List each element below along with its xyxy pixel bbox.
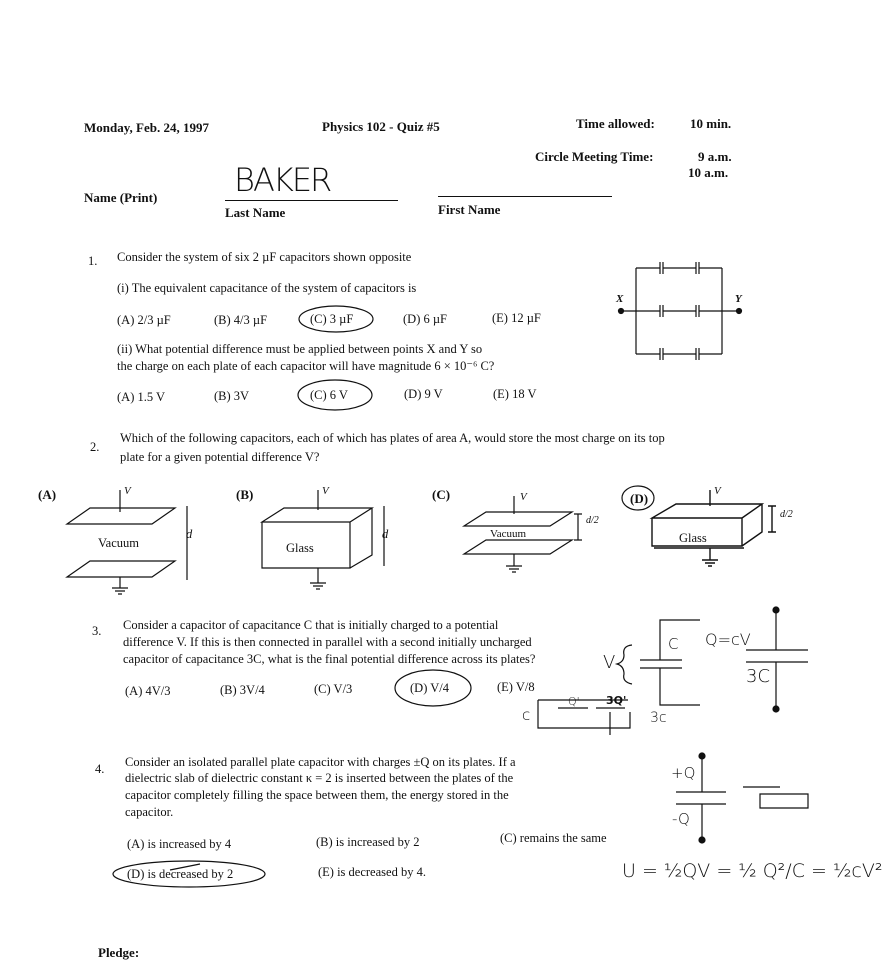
note-plus-q: +Q <box>671 764 696 782</box>
meeting-10am: 10 a.m. <box>688 165 729 180</box>
q2-b-medium: Glass <box>286 541 314 555</box>
q1-part1: (i) The equivalent capacitance of the system of capacitors is <box>117 281 417 295</box>
q2-label-d: (D) <box>630 491 649 506</box>
note-energy-formula: U = ½QV = ½ Q²/C = ½cV² <box>622 860 882 882</box>
q2-c-gap: d/2 <box>586 515 599 526</box>
q2-a-gap: d <box>186 527 193 541</box>
answer-circle-q2 <box>622 486 654 510</box>
time-label: Time allowed: <box>576 116 655 131</box>
q4-opt-e: (E) is decreased by 4. <box>318 865 426 879</box>
q3-number: 3. <box>92 624 102 638</box>
pledge-label: Pledge: <box>98 945 140 960</box>
q2-b-gap: d <box>382 527 389 541</box>
q4-opt-a: (A) is increased by 4 <box>127 837 232 851</box>
q2-line1: Which of the following capacitors, each of which has plates of area A, would store the most charge on its top <box>120 431 665 445</box>
point-y-label: Y <box>735 293 742 305</box>
q4-opt-c: (C) remains the same <box>500 831 607 845</box>
q4-sketch-capacitor <box>676 753 808 843</box>
q1-number: 1. <box>88 254 98 268</box>
q2-label-b: (B) <box>236 487 254 502</box>
last-name-handwritten: BAKER <box>234 161 331 199</box>
answer-circle-q3 <box>395 670 471 706</box>
q3-line3: capacitor of capacitance 3C, what is the final potential difference across its plates? <box>123 652 536 666</box>
capacitor-a-diagram <box>67 490 187 594</box>
q3-opt-b: (B) 3V/4 <box>220 683 265 697</box>
note-small-3q: 3Q' <box>606 694 627 707</box>
q1b-opt-e: (E) 18 V <box>493 387 537 401</box>
q4-line1: Consider an isolated parallel plate capacitor with charges ±Q on its plates. If a <box>125 755 516 769</box>
note-q-cv: Q=cV <box>705 630 751 649</box>
answer-circle-q4 <box>113 861 265 887</box>
note-3c: 3C <box>746 666 771 687</box>
note-minus-q: -Q <box>672 810 690 828</box>
q1-opt-c: (C) 3 µF <box>310 312 354 326</box>
q1b-opt-a: (A) 1.5 V <box>117 390 166 404</box>
q2-line2: plate for a given potential difference V? <box>120 450 320 464</box>
meeting-9am: 9 a.m. <box>698 149 732 164</box>
q1-opt-d: (D) 6 µF <box>403 312 448 326</box>
q3-opt-e: (E) V/8 <box>497 680 535 694</box>
time-value: 10 min. <box>690 116 732 131</box>
capacitor-d-diagram <box>652 490 776 566</box>
q2-d-medium: Glass <box>679 531 707 545</box>
q2-d-v: V <box>714 485 721 497</box>
q1-part2-line2: the charge on each plate of each capacitor will have magnitude 6 × 10⁻⁶ C? <box>117 359 495 373</box>
meeting-label: Circle Meeting Time: <box>535 149 654 164</box>
q2-a-v: V <box>124 485 131 497</box>
q3-opt-d: (D) V/4 <box>410 681 450 695</box>
q2-label-c: (C) <box>432 487 451 502</box>
name-label: Name (Print) <box>84 190 158 205</box>
q2-c-medium: Vacuum <box>490 528 527 540</box>
q1-opt-b: (B) 4/3 µF <box>214 313 268 327</box>
note-small-3c: 3c <box>650 710 667 726</box>
point-x-label: X <box>616 293 624 305</box>
q3-sketch-parallel <box>538 700 630 735</box>
q4-opt-d: (D) is decreased by 2 <box>127 867 234 881</box>
answer-circle-q1i <box>299 306 373 332</box>
q3-opt-c: (C) V/3 <box>314 682 353 696</box>
q3-opt-a: (A) 4V/3 <box>125 684 171 698</box>
q1-part2-line1: (ii) What potential difference must be applied between points X and Y so <box>117 342 483 356</box>
q4-opt-b: (B) is increased by 2 <box>316 835 420 849</box>
note-c: C <box>668 635 679 653</box>
q2-c-v: V <box>520 491 527 503</box>
q1b-opt-c: (C) 6 V <box>310 388 348 402</box>
capacitor-network-diagram <box>619 262 742 360</box>
q1-text: Consider the system of six 2 µF capacitors shown opposite <box>117 250 412 264</box>
q3-line2: difference V. If this is then connected in parallel with a second initially uncharged <box>123 635 532 649</box>
q4-number: 4. <box>95 762 105 776</box>
q1-opt-a: (A) 2/3 µF <box>117 313 171 327</box>
q3-sketch-capacitor-c <box>617 620 700 705</box>
q2-number: 2. <box>90 440 100 454</box>
q2-b-v: V <box>322 485 329 497</box>
q1-opt-e: (E) 12 µF <box>492 311 541 325</box>
q4-line2: dielectric slab of dielectric constant κ = 2 is inserted between the plates of the <box>125 771 514 785</box>
note-v: V <box>603 652 616 673</box>
q2-a-medium: Vacuum <box>98 536 139 550</box>
q1b-opt-b: (B) 3V <box>214 389 250 403</box>
q2-d-gap: d/2 <box>780 509 793 520</box>
first-name-label: First Name <box>438 202 501 217</box>
date: Monday, Feb. 24, 1997 <box>84 120 209 135</box>
q1b-opt-d: (D) 9 V <box>404 387 443 401</box>
q4-line3: capacitor completely filling the space between them, the energy stored in the <box>125 788 509 802</box>
answer-circle-q1ii <box>298 380 372 410</box>
q4-line4: capacitor. <box>125 805 174 819</box>
note-small-q: Q' <box>568 695 580 708</box>
note-small-c: c <box>522 706 531 724</box>
q3-sketch-capacitor-3c <box>746 607 808 712</box>
capacitor-c-diagram <box>464 496 582 572</box>
capacitor-b-diagram <box>262 490 384 589</box>
last-name-label: Last Name <box>225 205 286 220</box>
q2-label-a: (A) <box>38 487 57 502</box>
q3-line1: Consider a capacitor of capacitance C that is initially charged to a potential <box>123 618 499 632</box>
course-title: Physics 102 - Quiz #5 <box>322 119 440 134</box>
